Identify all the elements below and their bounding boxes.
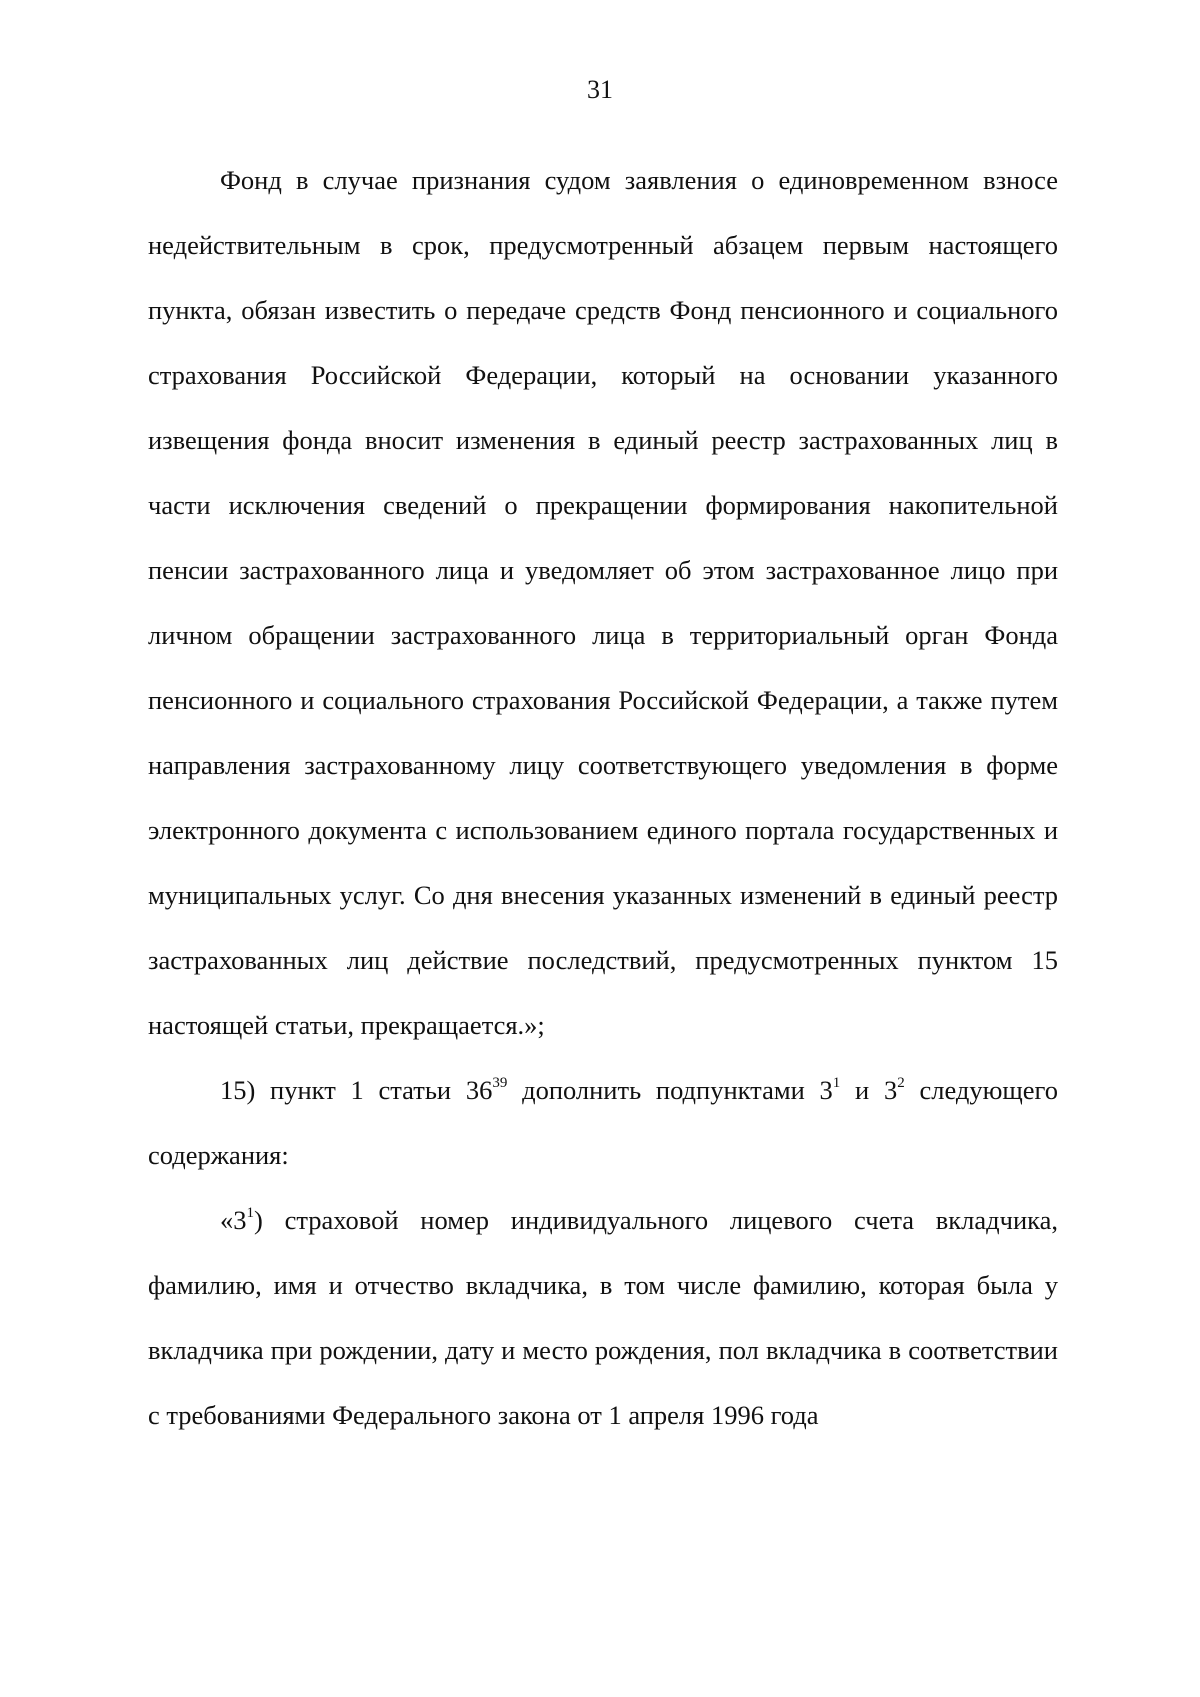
- superscript: 2: [897, 1075, 905, 1091]
- paragraph-fund-notification: Фонд в случае признания судом заявления о единовременном взносе недействительным в срок, предусмотренный абзацем первым настоящего пункта, обязан известить о передаче средств Фонд пенсионного и социального страхования Российской Федерации, который на основании указанного извещения фонда вносит изменения в единый реестр застрахованных лиц в части исключения сведений о прекращении формирования накопительной пенсии застрахованного лица и уведомляет об этом застрахованное лицо при личном обращении застрахованного лица в территориальный орган Фонда пенсионного и социального страхования Российской Федерации, а также путем направления застрахованному лицу соответствующего уведомления в форме электронного документа с использованием единого портала государственных и муниципальных услуг. Со дня внесения указанных изменений в единый реестр застрахованных лиц действие последствий, предусмотренных пунктом 15 настоящей статьи, прекращается.»;: [148, 165, 1058, 1040]
- text-fragment: ) страховой номер индивидуального лицевого счета вкладчика, фамилию, имя и отчество вкладчика, в том числе фамилию, которая была у вкладчика при рождении, дату и место рождения, пол вкладчика в соответствии с требованиями Федерального закона от 1 апреля 1996 года: [148, 1205, 1058, 1430]
- superscript: 1: [832, 1075, 841, 1091]
- superscript: 39: [492, 1075, 508, 1091]
- text-fragment: «3: [220, 1205, 247, 1235]
- text-fragment: и 3: [840, 1075, 898, 1105]
- text-fragment: дополнить подпунктами 3: [507, 1075, 833, 1105]
- paragraph-item-15: [148, 1058, 1058, 1188]
- paragraph-subitem-3-1: [148, 1188, 1058, 1448]
- document-body: [148, 148, 1058, 1448]
- text-fragment: 15) пункт 1 статьи 36: [220, 1075, 493, 1105]
- superscript: 1: [246, 1205, 254, 1221]
- text-fragment: следующего содержания:: [148, 1075, 1059, 1170]
- page-number: 31: [587, 75, 613, 104]
